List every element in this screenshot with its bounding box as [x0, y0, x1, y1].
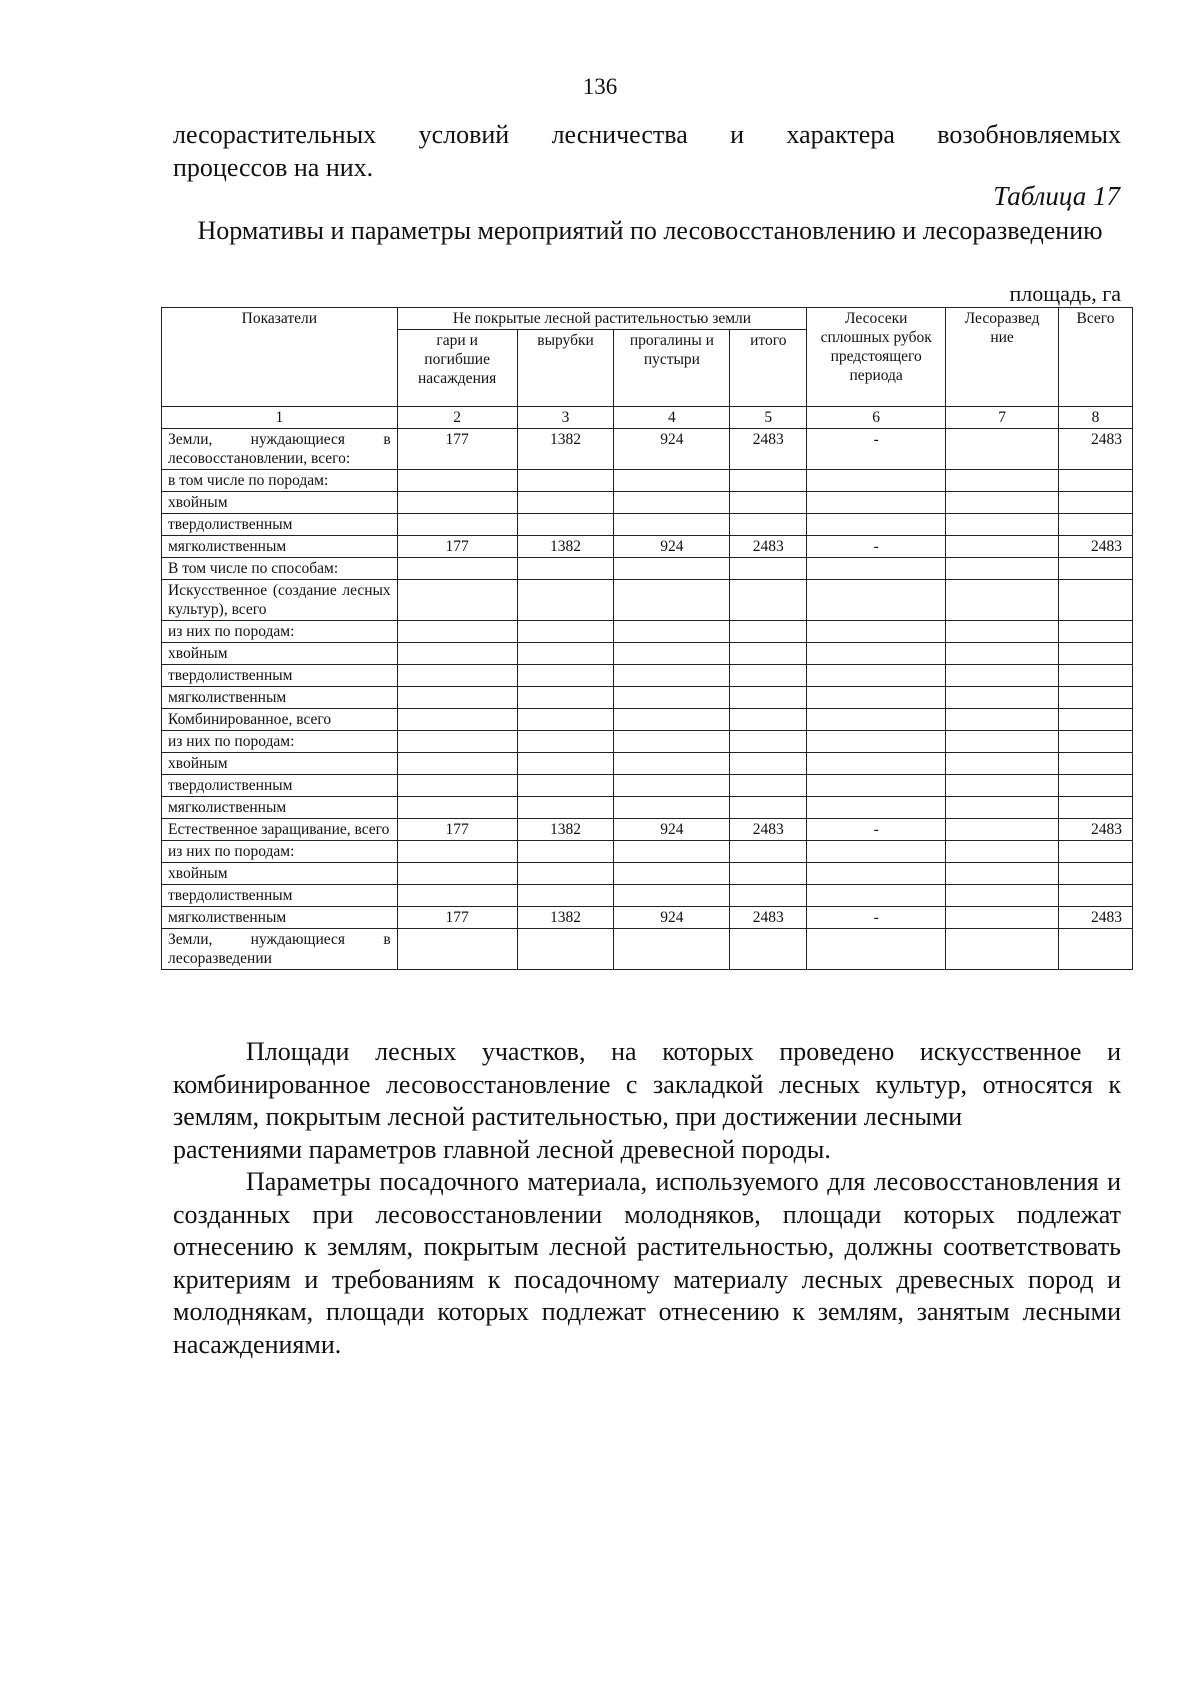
- table-row: [162, 841, 1133, 863]
- cell-value: 177: [397, 536, 517, 558]
- cell-value: [946, 687, 1059, 709]
- row-label: хвойным: [162, 643, 398, 665]
- cell-value: [397, 492, 517, 514]
- cell-value: 2483: [1059, 536, 1133, 558]
- cell-value: [614, 687, 730, 709]
- row-label: из них по породам:: [162, 841, 398, 863]
- cell-value: [397, 514, 517, 536]
- cell-value: 924: [614, 429, 730, 470]
- cell-value: [1059, 731, 1133, 753]
- cell-value: [614, 929, 730, 970]
- cell-value: [807, 731, 946, 753]
- cell-value: [946, 514, 1059, 536]
- cell-value: [946, 819, 1059, 841]
- cell-value: [807, 492, 946, 514]
- header-glades: прогалины и пустыри: [614, 330, 730, 407]
- row-label: Земли, нуждающиеся в лесоразведении: [162, 929, 398, 970]
- row-label: мягколиственным: [162, 797, 398, 819]
- cell-value: 2483: [1059, 819, 1133, 841]
- cell-value: [730, 665, 807, 687]
- cell-value: [807, 514, 946, 536]
- table-row: [162, 470, 1133, 492]
- header-clearcut: Лесосеки сплошных рубок предстоящего периода: [807, 308, 946, 407]
- cell-value: [397, 580, 517, 621]
- cell-value: [517, 731, 614, 753]
- cell-value: 2483: [730, 429, 807, 470]
- cell-value: [807, 775, 946, 797]
- cell-value: [517, 665, 614, 687]
- cell-value: [1059, 514, 1133, 536]
- cell-value: [730, 558, 807, 580]
- column-number: 1: [162, 407, 398, 429]
- cell-value: 924: [614, 819, 730, 841]
- column-number-row: [162, 407, 1133, 429]
- column-number: 5: [730, 407, 807, 429]
- cell-value: [614, 643, 730, 665]
- table-row: [162, 558, 1133, 580]
- cell-value: [730, 580, 807, 621]
- cell-value: [946, 731, 1059, 753]
- cell-value: [1059, 841, 1133, 863]
- cell-value: [397, 863, 517, 885]
- paragraph-1: Площади лесных участков, на которых проведено искусственное и комбинированное лесовосстановление с закладкой лесных культур, относятся к землям, покрытым лесной растительностью, при достижении лесными: [173, 1037, 1121, 1131]
- cell-value: [730, 470, 807, 492]
- row-label: мягколиственным: [162, 687, 398, 709]
- column-number: 2: [397, 407, 517, 429]
- intro-line-2: процессов на них.: [173, 153, 374, 182]
- cell-value: [397, 797, 517, 819]
- cell-value: [730, 709, 807, 731]
- cell-value: [614, 775, 730, 797]
- cell-value: [946, 709, 1059, 731]
- table-row: [162, 753, 1133, 775]
- cell-value: [946, 429, 1059, 470]
- cell-value: [614, 558, 730, 580]
- cell-value: [397, 470, 517, 492]
- table-row: [162, 665, 1133, 687]
- cell-value: 177: [397, 819, 517, 841]
- cell-value: [397, 621, 517, 643]
- cell-value: [397, 753, 517, 775]
- cell-value: [397, 558, 517, 580]
- table-row: [162, 885, 1133, 907]
- table-label: Таблица 17: [993, 181, 1120, 211]
- cell-value: [517, 580, 614, 621]
- cell-value: [1059, 797, 1133, 819]
- row-label: твердолиственным: [162, 665, 398, 687]
- cell-value: [807, 687, 946, 709]
- cell-value: -: [807, 907, 946, 929]
- table-row: [162, 929, 1133, 970]
- row-label: Комбинированное, всего: [162, 709, 398, 731]
- row-label: хвойным: [162, 753, 398, 775]
- cell-value: [614, 514, 730, 536]
- cell-value: [946, 558, 1059, 580]
- cell-value: [1059, 665, 1133, 687]
- page-number: 136: [582, 74, 618, 99]
- cell-value: [946, 841, 1059, 863]
- cell-value: [730, 885, 807, 907]
- table-row: [162, 709, 1133, 731]
- cell-value: [807, 841, 946, 863]
- cell-value: [730, 753, 807, 775]
- row-label: твердолиственным: [162, 514, 398, 536]
- cell-value: [517, 643, 614, 665]
- cell-value: [1059, 558, 1133, 580]
- intro-paragraph: [173, 118, 1121, 184]
- cell-value: [397, 665, 517, 687]
- cell-value: [1059, 863, 1133, 885]
- cell-value: [614, 709, 730, 731]
- cell-value: [614, 492, 730, 514]
- cell-value: [1059, 709, 1133, 731]
- cell-value: [1059, 687, 1133, 709]
- cell-value: -: [807, 819, 946, 841]
- column-number: 8: [1059, 407, 1133, 429]
- intro-word: и: [730, 120, 745, 149]
- cell-value: [730, 863, 807, 885]
- closing-text: [173, 1036, 1121, 1361]
- cell-value: [1059, 885, 1133, 907]
- cell-value: [730, 514, 807, 536]
- cell-value: [397, 929, 517, 970]
- table-row: [162, 492, 1133, 514]
- cell-value: [807, 470, 946, 492]
- intro-word: условий: [418, 120, 510, 149]
- header-total-uncovered: итого: [730, 330, 807, 407]
- row-label: хвойным: [162, 492, 398, 514]
- cell-value: 1382: [517, 819, 614, 841]
- cell-value: [1059, 643, 1133, 665]
- cell-value: [614, 665, 730, 687]
- table-row: [162, 819, 1133, 841]
- cell-value: [614, 621, 730, 643]
- cell-value: [517, 929, 614, 970]
- cell-value: 2483: [730, 907, 807, 929]
- row-label: из них по породам:: [162, 731, 398, 753]
- cell-value: [807, 929, 946, 970]
- cell-value: [730, 731, 807, 753]
- cell-value: [517, 863, 614, 885]
- cell-value: [517, 470, 614, 492]
- cell-value: [614, 863, 730, 885]
- cell-value: [397, 709, 517, 731]
- row-label: хвойным: [162, 863, 398, 885]
- column-number: 3: [517, 407, 614, 429]
- cell-value: [517, 558, 614, 580]
- header-all: Всего: [1059, 308, 1133, 407]
- cell-value: [946, 470, 1059, 492]
- cell-value: [946, 536, 1059, 558]
- intro-word: лесничества: [551, 120, 688, 149]
- cell-value: [946, 580, 1059, 621]
- cell-value: [1059, 470, 1133, 492]
- cell-value: [946, 753, 1059, 775]
- column-number: 6: [807, 407, 946, 429]
- cell-value: [946, 492, 1059, 514]
- cell-value: [614, 841, 730, 863]
- header-cuttings: вырубки: [517, 330, 614, 407]
- table-row: [162, 643, 1133, 665]
- cell-value: [397, 885, 517, 907]
- cell-value: 1382: [517, 907, 614, 929]
- cell-value: [397, 775, 517, 797]
- table-row: [162, 621, 1133, 643]
- cell-value: [807, 665, 946, 687]
- cell-value: [517, 797, 614, 819]
- cell-value: -: [807, 429, 946, 470]
- cell-value: [807, 709, 946, 731]
- cell-value: [614, 731, 730, 753]
- paragraph-1-tail: растениями параметров главной лесной древесной породы.: [173, 1134, 831, 1164]
- cell-value: -: [807, 536, 946, 558]
- cell-value: 2483: [730, 819, 807, 841]
- table-row: [162, 536, 1133, 558]
- row-label: твердолиственным: [162, 885, 398, 907]
- table-row: [162, 429, 1133, 470]
- cell-value: [730, 621, 807, 643]
- table-header-row: [162, 308, 1133, 330]
- table-row: [162, 907, 1133, 929]
- forest-restoration-table: [161, 307, 1133, 970]
- cell-value: [397, 841, 517, 863]
- intro-word: лесорастительных: [173, 120, 377, 149]
- table-row: [162, 731, 1133, 753]
- table-row: [162, 580, 1133, 621]
- row-label: твердолиственным: [162, 775, 398, 797]
- row-label: мягколиственным: [162, 536, 398, 558]
- cell-value: 1382: [517, 536, 614, 558]
- row-label: из них по породам:: [162, 621, 398, 643]
- cell-value: [807, 753, 946, 775]
- row-label: Естественное заращивание, всего: [162, 819, 398, 841]
- header-uncovered-group: Не покрытые лесной растительностью земли: [397, 308, 807, 330]
- cell-value: [517, 621, 614, 643]
- header-burns: гари и погибшие насаждения: [397, 330, 517, 407]
- cell-value: [614, 470, 730, 492]
- intro-word: характера: [786, 120, 895, 149]
- row-label: В том числе по способам:: [162, 558, 398, 580]
- cell-value: [517, 885, 614, 907]
- cell-value: [730, 797, 807, 819]
- cell-value: [807, 863, 946, 885]
- cell-value: 177: [397, 907, 517, 929]
- header-afforestation: Лесоразвед ние: [946, 308, 1059, 407]
- cell-value: [946, 863, 1059, 885]
- cell-value: 2483: [1059, 907, 1133, 929]
- cell-value: [517, 775, 614, 797]
- table-body: [162, 407, 1133, 970]
- cell-value: [614, 885, 730, 907]
- row-label: мягколиственным: [162, 907, 398, 929]
- cell-value: [397, 643, 517, 665]
- cell-value: [1059, 929, 1133, 970]
- table-row: [162, 863, 1133, 885]
- cell-value: [1059, 580, 1133, 621]
- row-label: Искусственное (создание лесных культур), всего: [162, 580, 398, 621]
- table-row: [162, 797, 1133, 819]
- cell-value: [517, 492, 614, 514]
- header-indicators: Показатели: [162, 308, 398, 407]
- cell-value: [807, 580, 946, 621]
- cell-value: 2483: [730, 536, 807, 558]
- cell-value: [730, 492, 807, 514]
- cell-value: [614, 580, 730, 621]
- cell-value: 924: [614, 907, 730, 929]
- cell-value: [397, 687, 517, 709]
- paragraph-2: Параметры посадочного материала, используемого для лесовосстановления и созданных при лесовосстановлении молодняков, площади которых подлежат отнесению к землям, покрытым лесной растительностью, должны соответствовать критериям и требованиям к посадочному материалу лесных древесных пород и молоднякам, площади которых подлежат отнесению к землям, занятым лесными насаждениями.: [173, 1167, 1121, 1359]
- table-row: [162, 687, 1133, 709]
- cell-value: [807, 643, 946, 665]
- cell-value: [614, 797, 730, 819]
- intro-word: возобновляемых: [937, 120, 1121, 149]
- cell-value: [1059, 753, 1133, 775]
- row-label: Земли, нуждающиеся в лесовосстановлении, всего:: [162, 429, 398, 470]
- cell-value: [946, 665, 1059, 687]
- cell-value: [946, 885, 1059, 907]
- cell-value: [1059, 775, 1133, 797]
- cell-value: 177: [397, 429, 517, 470]
- cell-value: [946, 621, 1059, 643]
- cell-value: [946, 907, 1059, 929]
- column-number: 4: [614, 407, 730, 429]
- cell-value: [1059, 492, 1133, 514]
- cell-value: [730, 775, 807, 797]
- intro-line-1: [173, 118, 1121, 151]
- cell-value: 1382: [517, 429, 614, 470]
- cell-value: [730, 841, 807, 863]
- cell-value: [614, 753, 730, 775]
- cell-value: [807, 621, 946, 643]
- row-label: в том числе по породам:: [162, 470, 398, 492]
- cell-value: [730, 929, 807, 970]
- table-row: [162, 775, 1133, 797]
- cell-value: [517, 687, 614, 709]
- cell-value: [946, 797, 1059, 819]
- cell-value: 924: [614, 536, 730, 558]
- table-row: [162, 514, 1133, 536]
- cell-value: [946, 775, 1059, 797]
- column-number: 7: [946, 407, 1059, 429]
- cell-value: [730, 643, 807, 665]
- cell-value: [730, 687, 807, 709]
- cell-value: [1059, 621, 1133, 643]
- cell-value: [397, 731, 517, 753]
- cell-value: [517, 753, 614, 775]
- cell-value: [807, 885, 946, 907]
- cell-value: [517, 709, 614, 731]
- cell-value: [517, 514, 614, 536]
- cell-value: [807, 558, 946, 580]
- cell-value: 2483: [1059, 429, 1133, 470]
- cell-value: [946, 929, 1059, 970]
- cell-value: [807, 797, 946, 819]
- table-title: Нормативы и параметры мероприятий по лесовосстановлению и лесоразведению: [197, 216, 1103, 245]
- cell-value: [517, 841, 614, 863]
- unit-note: площадь, га: [1009, 281, 1121, 306]
- cell-value: [946, 643, 1059, 665]
